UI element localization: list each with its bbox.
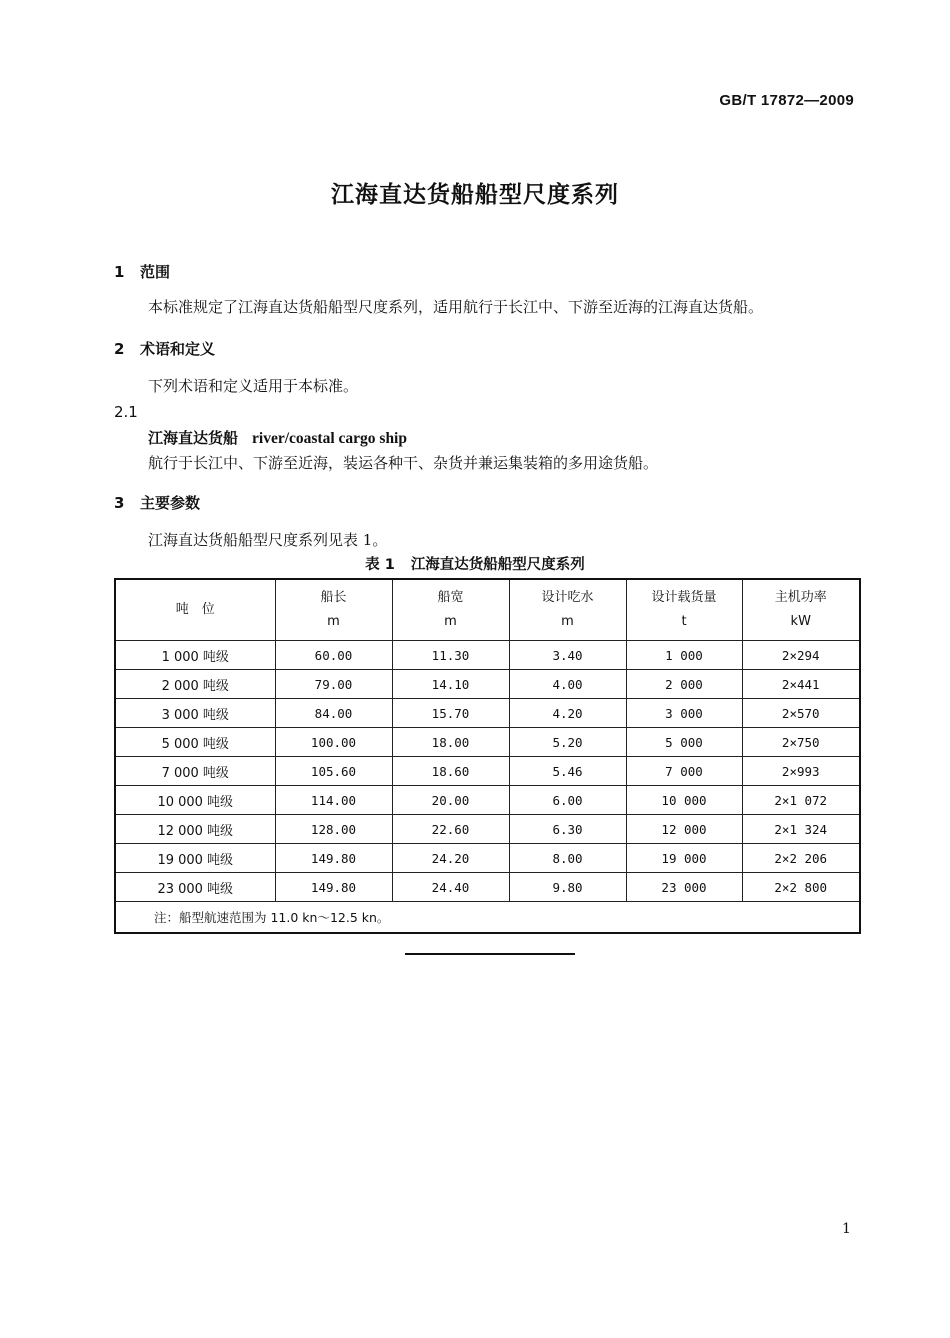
cell-breadth: 14.10: [392, 670, 509, 699]
header-label: 吨 位: [175, 602, 215, 617]
table-row: [115, 873, 860, 902]
header-unit: t: [681, 614, 687, 629]
page-number: 1: [842, 1221, 851, 1237]
standard-code: GB/T 17872—2009: [719, 92, 854, 109]
table-number: 表 1: [365, 557, 395, 573]
cell-breadth: 15.70: [392, 699, 509, 728]
cell-deadweight: 5 000: [626, 728, 742, 757]
cell-draft: 5.20: [509, 728, 626, 757]
table-row: [115, 728, 860, 757]
cell-deadweight: 12 000: [626, 815, 742, 844]
cell-length: 114.00: [275, 786, 392, 815]
header-unit: m: [444, 614, 457, 629]
cell-breadth: 18.00: [392, 728, 509, 757]
table-caption: [0, 553, 950, 574]
cell-draft: 6.30: [509, 815, 626, 844]
table-row: [115, 844, 860, 873]
section-1-heading: [114, 261, 170, 282]
table-note-row: [115, 902, 860, 934]
cell-engine-power: 2×2 800: [742, 873, 860, 902]
cell-tonnage: 19 000 吨级: [115, 844, 275, 873]
cell-tonnage: 7 000 吨级: [115, 757, 275, 786]
cell-engine-power: 2×570: [742, 699, 860, 728]
header-breadth: [392, 579, 509, 641]
header-label: 设计吃水: [541, 590, 594, 605]
cell-draft: 9.80: [509, 873, 626, 902]
cell-tonnage: 2 000 吨级: [115, 670, 275, 699]
cell-tonnage: 10 000 吨级: [115, 786, 275, 815]
header-unit: m: [561, 614, 574, 629]
cell-tonnage: 5 000 吨级: [115, 728, 275, 757]
section-title: 范围: [140, 263, 171, 281]
section-2-heading: [114, 338, 215, 359]
section-3-text: 江海直达货船船型尺度系列见表 1。: [148, 531, 388, 549]
cell-length: 100.00: [275, 728, 392, 757]
header-draft: [509, 579, 626, 641]
term-definition: 航行于长江中、下游至近海，装运各种干、杂货并兼运集装箱的多用途货船。: [148, 454, 659, 472]
cell-draft: 4.20: [509, 699, 626, 728]
cell-breadth: 22.60: [392, 815, 509, 844]
section-title: 主要参数: [140, 494, 201, 512]
cell-breadth: 24.40: [392, 873, 509, 902]
cell-deadweight: 23 000: [626, 873, 742, 902]
cell-length: 60.00: [275, 641, 392, 670]
table-note: 注：船型航速范围为 11.0 kn～12.5 kn。: [115, 902, 860, 934]
cell-tonnage: 3 000 吨级: [115, 699, 275, 728]
cell-deadweight: 3 000: [626, 699, 742, 728]
term-english: river/coastal cargo ship: [252, 430, 407, 447]
header-label: 船长: [320, 590, 347, 605]
cell-draft: 8.00: [509, 844, 626, 873]
cell-length: 84.00: [275, 699, 392, 728]
cell-length: 149.80: [275, 844, 392, 873]
cell-engine-power: 2×2 206: [742, 844, 860, 873]
table-row: [115, 641, 860, 670]
header-label: 设计载货量: [651, 590, 717, 605]
ship-dimension-table: [114, 578, 861, 934]
cell-draft: 6.00: [509, 786, 626, 815]
table-row: [115, 757, 860, 786]
end-of-standard-rule: [405, 953, 575, 955]
cell-draft: 4.00: [509, 670, 626, 699]
cell-breadth: 24.20: [392, 844, 509, 873]
table-row: [115, 670, 860, 699]
table-header-row: [115, 579, 860, 641]
header-unit: kW: [790, 614, 811, 629]
cell-draft: 5.46: [509, 757, 626, 786]
section-number: 3: [114, 494, 125, 512]
cell-breadth: 20.00: [392, 786, 509, 815]
section-2-text: 下列术语和定义适用于本标准。: [148, 377, 359, 395]
cell-length: 149.80: [275, 873, 392, 902]
header-length: [275, 579, 392, 641]
header-unit: m: [327, 614, 340, 629]
term-chinese: 江海直达货船: [148, 429, 239, 447]
table-row: [115, 699, 860, 728]
cell-breadth: 18.60: [392, 757, 509, 786]
cell-deadweight: 10 000: [626, 786, 742, 815]
header-label: 主机功率: [774, 590, 827, 605]
table-row: [115, 786, 860, 815]
clause-2-1-number: 2.1: [114, 403, 138, 421]
cell-tonnage: 1 000 吨级: [115, 641, 275, 670]
cell-engine-power: 2×993: [742, 757, 860, 786]
cell-breadth: 11.30: [392, 641, 509, 670]
cell-deadweight: 2 000: [626, 670, 742, 699]
cell-length: 105.60: [275, 757, 392, 786]
cell-tonnage: 23 000 吨级: [115, 873, 275, 902]
cell-engine-power: 2×441: [742, 670, 860, 699]
table-row: [115, 815, 860, 844]
table-title: 江海直达货船船型尺度系列: [410, 557, 585, 573]
section-number: 1: [114, 263, 125, 281]
cell-length: 79.00: [275, 670, 392, 699]
cell-engine-power: 2×1 324: [742, 815, 860, 844]
term-entry: [148, 427, 407, 448]
header-label: 船宽: [437, 590, 464, 605]
cell-tonnage: 12 000 吨级: [115, 815, 275, 844]
section-1-text: 本标准规定了江海直达货船船型尺度系列，适用航行于长江中、下游至近海的江海直达货船。: [148, 298, 764, 316]
header-engine-power: [742, 579, 860, 641]
cell-engine-power: 2×1 072: [742, 786, 860, 815]
header-tonnage: [115, 579, 275, 641]
cell-engine-power: 2×294: [742, 641, 860, 670]
section-title: 术语和定义: [140, 340, 216, 358]
cell-length: 128.00: [275, 815, 392, 844]
section-number: 2: [114, 340, 125, 358]
cell-deadweight: 1 000: [626, 641, 742, 670]
document-title: 江海直达货船船型尺度系列: [331, 182, 619, 208]
cell-draft: 3.40: [509, 641, 626, 670]
section-3-heading: [114, 492, 200, 513]
header-deadweight: [626, 579, 742, 641]
cell-deadweight: 19 000: [626, 844, 742, 873]
cell-deadweight: 7 000: [626, 757, 742, 786]
cell-engine-power: 2×750: [742, 728, 860, 757]
